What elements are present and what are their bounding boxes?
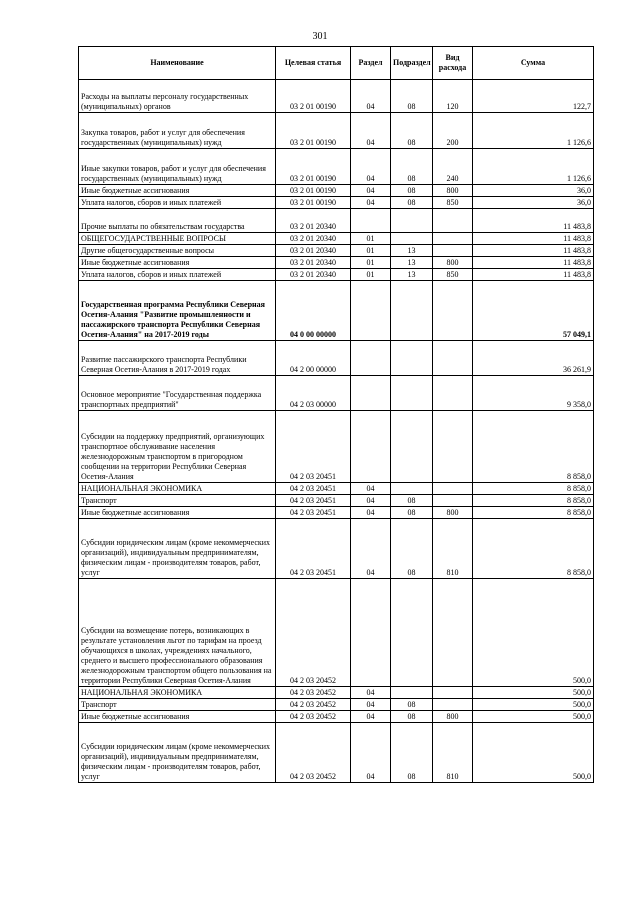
cell-expense-type <box>433 233 473 245</box>
cell-subsection: 08 <box>391 711 433 723</box>
cell-section: 04 <box>351 149 391 185</box>
cell-section <box>351 411 391 483</box>
cell-expense-type: 810 <box>433 519 473 579</box>
cell-name: Основное мероприятие "Государственная поддержка транспортных предприятий" <box>79 376 276 411</box>
cell-target: 03 2 01 20340 <box>276 245 351 257</box>
cell-sum: 8 858,0 <box>473 507 594 519</box>
cell-section: 04 <box>351 483 391 495</box>
cell-expense-type: 800 <box>433 711 473 723</box>
cell-sum: 500,0 <box>473 711 594 723</box>
cell-target: 03 2 01 20340 <box>276 233 351 245</box>
table-row <box>79 711 594 723</box>
cell-target: 04 2 03 20451 <box>276 495 351 507</box>
table-row <box>79 185 594 197</box>
table-row <box>79 269 594 281</box>
cell-expense-type: 200 <box>433 113 473 149</box>
cell-section: 04 <box>351 507 391 519</box>
cell-subsection: 08 <box>391 113 433 149</box>
cell-name: Субсидии юридическим лицам (кроме некоммерческих организаций), индивидуальным предпринимателям, физическим лицам - производителям товаров, работ, услуг <box>79 723 276 783</box>
cell-name: Транспорт <box>79 699 276 711</box>
cell-section: 04 <box>351 723 391 783</box>
cell-target: 03 2 01 20340 <box>276 209 351 233</box>
table-row <box>79 483 594 495</box>
table-row <box>79 341 594 376</box>
cell-target: 04 2 03 20452 <box>276 711 351 723</box>
cell-target: 03 2 01 20340 <box>276 269 351 281</box>
cell-sum: 8 858,0 <box>473 483 594 495</box>
cell-subsection <box>391 233 433 245</box>
cell-subsection <box>391 483 433 495</box>
cell-name: Уплата налогов, сборов и иных платежей <box>79 269 276 281</box>
cell-expense-type <box>433 579 473 687</box>
cell-target: 03 2 01 00190 <box>276 149 351 185</box>
cell-sum: 500,0 <box>473 699 594 711</box>
cell-name: Субсидии на возмещение потерь, возникающих в результате установления льгот по тарифам на проезд обучающихся в школах, учреждениях начального, среднего и высшего профессионального образования железнодорожным транспортом общего пользования на территории Республики Северная Осетия-Алания <box>79 579 276 687</box>
table-header-row <box>79 47 594 80</box>
cell-target: 03 2 01 00190 <box>276 185 351 197</box>
table-row <box>79 687 594 699</box>
cell-subsection <box>391 209 433 233</box>
cell-section: 01 <box>351 233 391 245</box>
cell-section <box>351 579 391 687</box>
cell-sum: 122,7 <box>473 80 594 113</box>
cell-subsection: 08 <box>391 519 433 579</box>
header-sum: Сумма <box>473 47 594 80</box>
cell-expense-type <box>433 209 473 233</box>
cell-expense-type: 810 <box>433 723 473 783</box>
cell-section <box>351 376 391 411</box>
cell-name: Субсидии на поддержку предприятий, организующих транспортное обслуживание населения железнодорожным транспортом в пригородном сообщении на территории Республики Северная Осетия-Алания <box>79 411 276 483</box>
cell-name: Транспорт <box>79 495 276 507</box>
cell-expense-type <box>433 376 473 411</box>
cell-sum: 500,0 <box>473 687 594 699</box>
cell-name: ОБЩЕГОСУДАРСТВЕННЫЕ ВОПРОСЫ <box>79 233 276 245</box>
table-row <box>79 699 594 711</box>
cell-section <box>351 341 391 376</box>
cell-section: 04 <box>351 687 391 699</box>
cell-expense-type: 850 <box>433 197 473 209</box>
header-subsection: Подраздел <box>391 47 433 80</box>
cell-name: Иные бюджетные ассигнования <box>79 185 276 197</box>
table-row <box>79 257 594 269</box>
cell-sum: 9 358,0 <box>473 376 594 411</box>
table-row <box>79 113 594 149</box>
table-row <box>79 579 594 687</box>
cell-target: 04 2 03 20452 <box>276 723 351 783</box>
cell-name: НАЦИОНАЛЬНАЯ ЭКОНОМИКА <box>79 687 276 699</box>
cell-expense-type: 800 <box>433 507 473 519</box>
cell-section: 04 <box>351 495 391 507</box>
cell-subsection: 08 <box>391 197 433 209</box>
cell-sum: 36 261,9 <box>473 341 594 376</box>
cell-subsection: 08 <box>391 507 433 519</box>
cell-target: 04 2 03 20451 <box>276 507 351 519</box>
cell-name: Иные бюджетные ассигнования <box>79 507 276 519</box>
cell-target: 03 2 01 00190 <box>276 80 351 113</box>
cell-sum: 11 483,8 <box>473 269 594 281</box>
cell-subsection: 13 <box>391 257 433 269</box>
table-row <box>79 149 594 185</box>
budget-table <box>78 46 594 783</box>
cell-subsection: 08 <box>391 495 433 507</box>
cell-section: 04 <box>351 80 391 113</box>
table-row <box>79 80 594 113</box>
cell-subsection <box>391 341 433 376</box>
cell-sum: 57 049,1 <box>473 281 594 341</box>
cell-section: 04 <box>351 519 391 579</box>
cell-section <box>351 209 391 233</box>
cell-name: Иные бюджетные ассигнования <box>79 257 276 269</box>
cell-expense-type: 240 <box>433 149 473 185</box>
table-row <box>79 197 594 209</box>
cell-subsection: 08 <box>391 723 433 783</box>
cell-expense-type <box>433 483 473 495</box>
cell-subsection <box>391 579 433 687</box>
cell-section: 04 <box>351 185 391 197</box>
cell-subsection: 13 <box>391 269 433 281</box>
table-row <box>79 281 594 341</box>
cell-sum: 36,0 <box>473 185 594 197</box>
table-row <box>79 233 594 245</box>
cell-name: Государственная программа Республики Северная Осетия-Алания "Развитие промышленности и пассажирского транспорта Республики Северная Осетия-Алания" на 2017-2019 годы <box>79 281 276 341</box>
cell-section: 01 <box>351 245 391 257</box>
cell-target: 04 2 03 20452 <box>276 699 351 711</box>
table-row <box>79 209 594 233</box>
cell-name: Уплата налогов, сборов и иных платежей <box>79 197 276 209</box>
cell-sum: 11 483,8 <box>473 233 594 245</box>
cell-name: Иные закупки товаров, работ и услуг для обеспечения государственных (муниципальных) нужд <box>79 149 276 185</box>
table-row <box>79 519 594 579</box>
cell-sum: 8 858,0 <box>473 519 594 579</box>
cell-sum: 11 483,8 <box>473 257 594 269</box>
cell-target: 04 2 00 00000 <box>276 341 351 376</box>
header-section: Раздел <box>351 47 391 80</box>
table-row <box>79 376 594 411</box>
header-expense-type: Вид расхода <box>433 47 473 80</box>
cell-section: 01 <box>351 257 391 269</box>
cell-sum: 36,0 <box>473 197 594 209</box>
page-number: 301 <box>312 31 328 42</box>
cell-sum: 1 126,6 <box>473 113 594 149</box>
cell-sum: 500,0 <box>473 723 594 783</box>
cell-name: НАЦИОНАЛЬНАЯ ЭКОНОМИКА <box>79 483 276 495</box>
cell-expense-type: 800 <box>433 185 473 197</box>
cell-expense-type <box>433 699 473 711</box>
cell-subsection: 08 <box>391 185 433 197</box>
cell-sum: 11 483,8 <box>473 245 594 257</box>
cell-expense-type: 800 <box>433 257 473 269</box>
cell-name: Прочие выплаты по обязательствам государства <box>79 209 276 233</box>
table-row <box>79 495 594 507</box>
cell-sum: 11 483,8 <box>473 209 594 233</box>
cell-subsection: 13 <box>391 245 433 257</box>
cell-expense-type <box>433 411 473 483</box>
cell-section: 01 <box>351 269 391 281</box>
cell-section: 04 <box>351 699 391 711</box>
cell-sum: 500,0 <box>473 579 594 687</box>
cell-subsection: 08 <box>391 699 433 711</box>
cell-name: Иные бюджетные ассигнования <box>79 711 276 723</box>
cell-section <box>351 281 391 341</box>
cell-expense-type <box>433 245 473 257</box>
cell-target: 04 2 03 20451 <box>276 483 351 495</box>
cell-name: Расходы на выплаты персоналу государственных (муниципальных) органов <box>79 80 276 113</box>
header-target: Целевая статья <box>276 47 351 80</box>
cell-name: Другие общегосударственные вопросы <box>79 245 276 257</box>
cell-target: 04 2 03 00000 <box>276 376 351 411</box>
cell-sum: 8 858,0 <box>473 495 594 507</box>
cell-name: Закупка товаров, работ и услуг для обеспечения государственных (муниципальных) нужд <box>79 113 276 149</box>
cell-expense-type <box>433 687 473 699</box>
cell-subsection <box>391 411 433 483</box>
cell-subsection: 08 <box>391 149 433 185</box>
cell-target: 04 2 03 20452 <box>276 579 351 687</box>
cell-sum: 8 858,0 <box>473 411 594 483</box>
cell-target: 03 2 01 00190 <box>276 197 351 209</box>
cell-subsection <box>391 376 433 411</box>
cell-subsection <box>391 687 433 699</box>
cell-expense-type <box>433 495 473 507</box>
table-row <box>79 411 594 483</box>
cell-name: Субсидии юридическим лицам (кроме некоммерческих организаций), индивидуальным предпринимателям, физическим лицам - производителям товаров, работ, услуг <box>79 519 276 579</box>
table-row <box>79 245 594 257</box>
cell-target: 04 2 03 20451 <box>276 411 351 483</box>
cell-expense-type: 850 <box>433 269 473 281</box>
cell-target: 03 2 01 00190 <box>276 113 351 149</box>
cell-expense-type <box>433 341 473 376</box>
cell-section: 04 <box>351 113 391 149</box>
cell-target: 04 0 00 00000 <box>276 281 351 341</box>
table-row <box>79 507 594 519</box>
cell-section: 04 <box>351 711 391 723</box>
cell-expense-type: 120 <box>433 80 473 113</box>
cell-target: 03 2 01 20340 <box>276 257 351 269</box>
table-row <box>79 723 594 783</box>
cell-target: 04 2 03 20451 <box>276 519 351 579</box>
cell-sum: 1 126,6 <box>473 149 594 185</box>
cell-section: 04 <box>351 197 391 209</box>
cell-target: 04 2 03 20452 <box>276 687 351 699</box>
cell-expense-type <box>433 281 473 341</box>
cell-subsection: 08 <box>391 80 433 113</box>
header-name: Наименование <box>79 47 276 80</box>
cell-subsection <box>391 281 433 341</box>
cell-name: Развитие пассажирского транспорта Республики Северная Осетия-Алания в 2017-2019 годах <box>79 341 276 376</box>
